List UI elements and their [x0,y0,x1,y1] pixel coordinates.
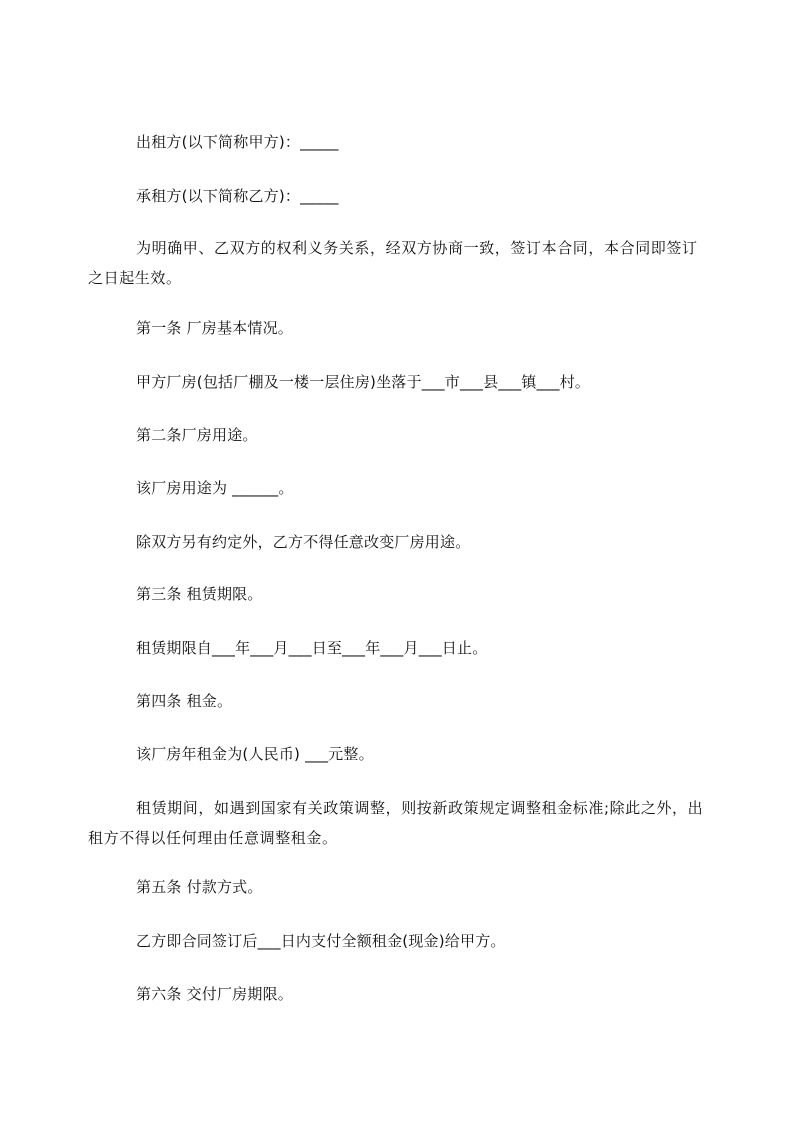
lessor-line: 出租方(以下简称甲方)：_____ [136,133,339,151]
article-4-heading: 第四条 租金。 [136,692,233,710]
article-2-heading: 第二条厂房用途。 [136,426,258,444]
article-2-usage: 该厂房用途为 ______。 [136,479,294,497]
article-6-heading: 第六条 交付厂房期限。 [136,985,293,1003]
article-4-rent: 该厂房年租金为(人民币) ___元整。 [136,745,374,763]
article-1-text: 甲方厂房(包括厂棚及一楼一层住房)坐落于___市___县___镇___村。 [136,373,591,391]
article-3-text: 租赁期限自___年___月___日至___年___月___日止。 [136,639,488,657]
article-3-heading: 第三条 租赁期限。 [136,585,263,603]
article-1-heading: 第一条 厂房基本情况。 [136,319,293,337]
article-5-text: 乙方即合同签订后___日内支付全额租金(现金)给甲方。 [136,932,506,950]
article-2-restriction: 除双方另有约定外，乙方不得任意改变厂房用途。 [136,533,471,551]
article-5-heading: 第五条 付款方式。 [136,878,263,896]
article-4-adjustment-paragraph: 租赁期间，如遇到国家有关政策调整，则按新政策规定调整租金标准;除此之外，出租方不得以任何理由任意调整租金。 [88,799,704,847]
lessee-line: 承租方(以下简称乙方)：_____ [136,187,339,205]
preamble-paragraph: 为明确甲、乙双方的权利义务关系，经双方协商一致，签订本合同，本合同即签订之日起生效。 [88,239,698,287]
